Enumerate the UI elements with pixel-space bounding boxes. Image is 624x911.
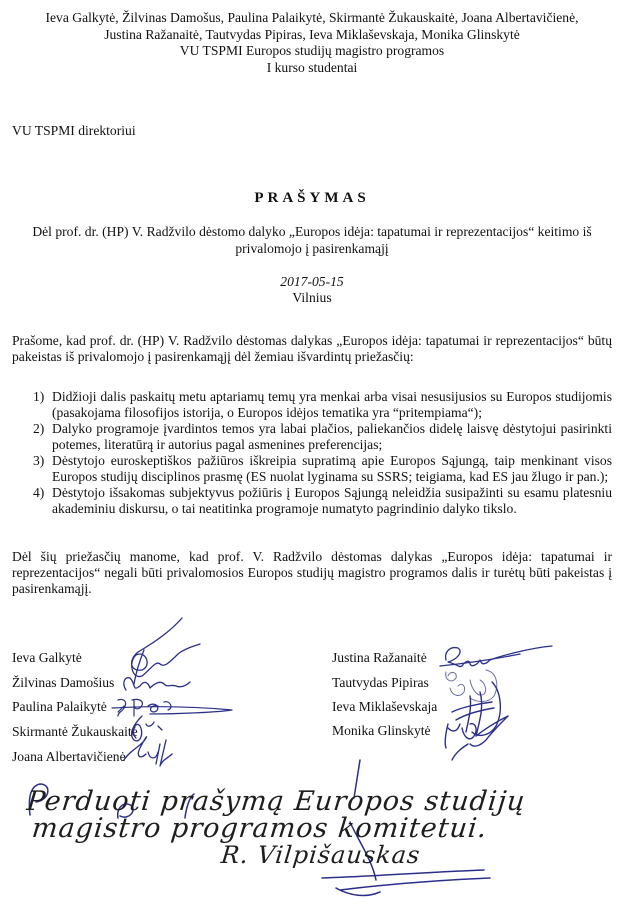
document-date: 2017-05-15	[280, 274, 344, 289]
document-title: PRAŠYMAS	[254, 190, 370, 206]
reason-number: 4)	[33, 485, 45, 500]
subject-line-2: privalomojo į pasirenkamąjį	[235, 240, 389, 256]
signatory-name: Ieva Miklaševskaja	[332, 699, 438, 714]
resolution-line-2: magistro programos komitetui.	[30, 813, 489, 844]
signatory-name: Joana Albertavičienė	[12, 749, 126, 764]
addressee: VU TSPMI direktoriui	[12, 123, 136, 138]
conclusion-paragraph: Dėl šių priežasčių manome, kad prof. V. Radžvilo dėstomas dalykas „Europos idėja: tapatumai ir reprezentacijos“ negali būti privalomosios Europos studijų magistro programos dalis ir turėtų būti pakeistas į pasirenkamąjį.	[12, 549, 612, 596]
document-place: Vilnius	[292, 290, 332, 305]
reason-number: 1)	[33, 389, 45, 404]
resolution-signature: R. Vilpišauskas	[219, 841, 422, 869]
reason-text: Dėstytojo išsakomas subjektyvus požiūris į Europos Sąjungą neleidžia susipažinti su esamu platesniu akademiniu diskursu, o tai neatitinka programoje numatyto pagrindinio dalyko tikslo.	[52, 485, 612, 516]
signatory-name: Paulina Palaikytė	[12, 699, 107, 714]
intro-paragraph: Prašome, kad prof. dr. (HP) V. Radžvilo dėstomas dalykas „Europos idėja: tapatumai ir reprezentacijos“ būtų pakeistas iš privalomojo į pasirenkamąjį dėl žemiau išvardintų priežasčių:	[12, 333, 612, 364]
header-line-names-2: Justina Ražanaitė, Tautvydas Pipiras, Ieva Miklaševskaja, Monika Glinskytė	[104, 26, 520, 42]
header-line-course: I kurso studentai	[266, 59, 358, 75]
signatory-name: Skirmantė Žukauskaitė	[12, 724, 138, 739]
reason-text: Didžioji dalis paskaitų metu aptariamų temų yra menkai arba visai nesusijusios su Europos studijomis (pasakojama filosofijos istorija, o Europos idėjos tematika yra “pritempiama“);	[52, 389, 612, 420]
signatory-name: Tautvydas Pipiras	[332, 675, 429, 690]
signatory-name: Monika Glinskytė	[332, 723, 431, 738]
reason-number: 3)	[33, 453, 45, 468]
signatory-name: Justina Ražanaitė	[332, 650, 427, 665]
subject-line-1: Dėl prof. dr. (HP) V. Radžvilo dėstomo dalyko „Europos idėja: tapatumai ir reprezentacijos“ keitimo iš	[32, 224, 592, 239]
reason-text: Dalyko programoje įvardintos temos yra labai plačios, paliekančios didelę laisvę dėstytojui pasirinkti potemes, literatūrą ir autorius pagal asmenines preferencijas;	[52, 421, 612, 452]
header-line-program: VU TSPMI Europos studijų magistro programos	[179, 43, 445, 58]
signatory-name: Žilvinas Damošius	[12, 675, 115, 690]
header-line-names-1: Ieva Galkytė, Žilvinas Damošus, Paulina Palaikytė, Skirmantė Žukauskaitė, Joana Albertavičienė,	[45, 10, 579, 25]
reason-text: Dėstytojo euroskeptiškos pažiūros iškreipia supratimą apie Europos Sąjungą, taip menkinant visos Europos studijų disciplinos prasmę (ES nuolat lyginama su SSRS; teigiama, kad ES jau žlugo ir pan.);	[52, 453, 612, 484]
resolution-text	[20, 788, 619, 869]
resolution-line-1: Perduoti prašymą Europos studijų	[25, 786, 527, 817]
reason-number: 2)	[33, 421, 45, 436]
signatory-name: Ieva Galkytė	[12, 650, 82, 665]
